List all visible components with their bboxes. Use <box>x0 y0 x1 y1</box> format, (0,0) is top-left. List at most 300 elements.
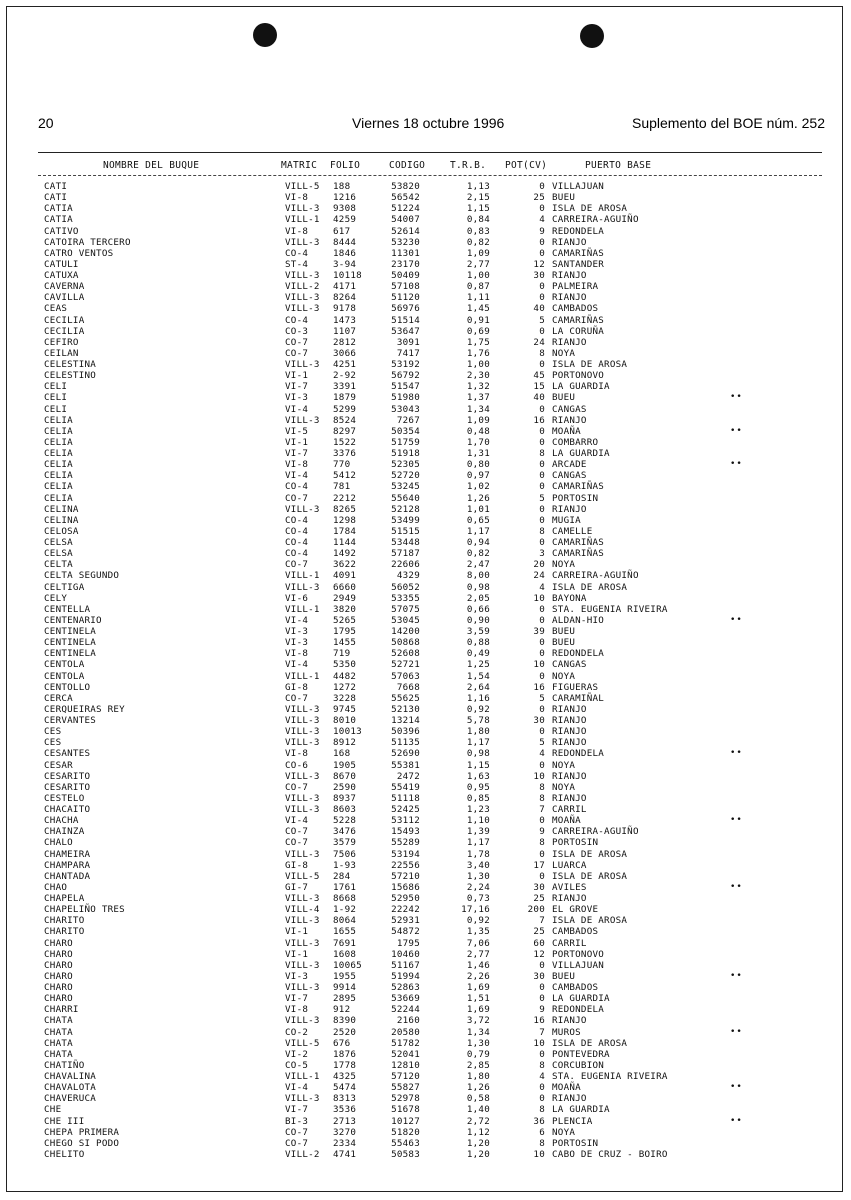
vessel-matric: VILL-3 <box>285 848 320 860</box>
vessel-matric: VI-7 <box>285 381 309 393</box>
vessel-trb: 1,11 <box>466 292 490 304</box>
vessel-folio: 912 <box>333 1004 351 1016</box>
vessel-port: ISLA DE AROSA <box>552 203 628 215</box>
vessel-list <box>0 181 851 1160</box>
vessel-matric: VI-8 <box>285 748 309 760</box>
table-row <box>0 726 851 737</box>
vessel-port: NOYA <box>552 759 576 771</box>
vessel-trb: 1,69 <box>466 982 490 993</box>
vessel-name: CHATA <box>44 1015 73 1027</box>
vessel-folio: 2895 <box>333 993 357 1005</box>
vessel-name: CELSA <box>44 537 73 548</box>
vessel-port: CARREIRA-AGUIÑO <box>552 826 639 838</box>
table-row <box>0 214 851 225</box>
vessel-matric: VILL-2 <box>285 1148 320 1160</box>
vessel-codigo: 50868 <box>391 637 420 649</box>
vessel-folio: 7506 <box>333 848 357 860</box>
vessel-port: ISLA DE AROSA <box>552 1037 628 1049</box>
vessel-codigo: 53448 <box>391 537 420 548</box>
vessel-mark: •• <box>730 392 743 403</box>
vessel-port: RIANJO <box>552 792 587 804</box>
vessel-matric: ST-4 <box>285 258 309 270</box>
vessel-name: CHAPELIÑO TRES <box>44 904 125 916</box>
vessel-port: RIANJO <box>552 236 587 248</box>
vessel-name: CESARITO <box>44 781 91 793</box>
vessel-matric: VI-4 <box>285 815 309 827</box>
vessel-folio: 8524 <box>333 414 357 426</box>
vessel-trb: 1,16 <box>466 692 490 704</box>
vessel-pot: 8 <box>539 837 545 849</box>
table-row <box>0 415 851 426</box>
vessel-trb: 1,01 <box>466 503 490 515</box>
vessel-folio: 781 <box>333 481 351 493</box>
table-row <box>0 1027 851 1038</box>
vessel-trb: 1,75 <box>466 336 490 348</box>
table-row <box>0 270 851 281</box>
vessel-name: CERVANTES <box>44 715 97 726</box>
vessel-folio: 4091 <box>333 570 357 582</box>
vessel-name: CHAVALOTA <box>44 1082 97 1094</box>
table-row <box>0 826 851 837</box>
vessel-folio: 8313 <box>333 1093 357 1105</box>
vessel-folio: 1761 <box>333 881 357 893</box>
vessel-matric: VILL-3 <box>285 503 320 515</box>
vessel-folio: 719 <box>333 648 351 660</box>
vessel-port: FIGUERAS <box>552 681 599 693</box>
vessel-folio: 10013 <box>333 726 362 738</box>
vessel-codigo: 51224 <box>391 203 420 215</box>
vessel-port: MOAÑA <box>552 425 581 437</box>
vessel-trb: 1,63 <box>466 770 490 782</box>
table-row <box>0 1038 851 1049</box>
table-row <box>0 381 851 392</box>
vessel-matric: VI-7 <box>285 1104 309 1116</box>
vessel-trb: 1,17 <box>466 737 490 749</box>
vessel-name: CELI <box>44 403 68 415</box>
vessel-trb: 1,69 <box>466 1004 490 1016</box>
vessel-name: CEFIRO <box>44 336 79 348</box>
vessel-matric: VILL-5 <box>285 181 320 192</box>
table-row <box>0 615 851 626</box>
vessel-folio: 3820 <box>333 603 357 615</box>
vessel-folio: 6660 <box>333 581 357 593</box>
vessel-folio: 10118 <box>333 270 362 281</box>
vessel-folio: 8010 <box>333 715 357 726</box>
vessel-pot: 0 <box>539 236 545 248</box>
vessel-pot: 0 <box>539 247 545 259</box>
vessel-port: CAMBADOS <box>552 982 599 993</box>
vessel-codigo: 51515 <box>391 525 420 537</box>
vessel-matric: GI-8 <box>285 859 309 871</box>
vessel-name: CHELITO <box>44 1148 85 1160</box>
vessel-name: CELIA <box>44 481 73 493</box>
vessel-codigo: 51918 <box>391 448 420 459</box>
vessel-name: CEAS <box>44 303 68 315</box>
vessel-pot: 4 <box>539 748 545 760</box>
vessel-name: CELIA <box>44 414 73 426</box>
vessel-port: VILLAJUAN <box>552 181 605 192</box>
vessel-folio: 3-94 <box>333 258 357 270</box>
column-headers <box>0 160 851 174</box>
vessel-matric: VILL-3 <box>285 804 320 815</box>
vessel-codigo: 52690 <box>391 748 420 760</box>
vessel-folio: 4325 <box>333 1071 357 1082</box>
vessel-name: CELTA <box>44 559 73 571</box>
vessel-port: STA. EUGENIA RIVEIRA <box>552 1071 668 1082</box>
vessel-trb: 1,02 <box>466 481 490 493</box>
vessel-pot: 25 <box>533 893 545 904</box>
vessel-folio: 1-92 <box>333 904 357 916</box>
vessel-trb: 0,92 <box>466 915 490 927</box>
vessel-folio: 8390 <box>333 1015 357 1027</box>
vessel-matric: VILL-3 <box>285 770 320 782</box>
vessel-codigo: 50583 <box>391 1148 420 1160</box>
vessel-trb: 1,20 <box>466 1148 490 1160</box>
vessel-matric: CO-2 <box>285 1026 309 1038</box>
vessel-pot: 8 <box>539 1137 545 1149</box>
vessel-folio: 2-92 <box>333 370 357 382</box>
table-row <box>0 437 851 448</box>
vessel-codigo: 51514 <box>391 314 420 326</box>
vessel-port: CAMELLE <box>552 525 593 537</box>
table-row <box>0 971 851 982</box>
table-row <box>0 359 851 370</box>
vessel-port: CAMARIÑAS <box>552 548 605 560</box>
vessel-folio: 5412 <box>333 470 357 482</box>
vessel-name: CHE III <box>44 1115 85 1127</box>
table-row <box>0 582 851 593</box>
vessel-port: CABO DE CRUZ - BOIRO <box>552 1148 668 1160</box>
vessel-trb: 1,20 <box>466 1137 490 1149</box>
vessel-matric: VI-3 <box>285 970 309 982</box>
punch-hole-right <box>580 24 604 48</box>
vessel-pot: 8 <box>539 1059 545 1071</box>
vessel-pot: 4 <box>539 214 545 226</box>
table-row <box>0 1149 851 1160</box>
vessel-trb: 1,00 <box>466 270 490 281</box>
vessel-codigo: 7417 <box>396 347 420 359</box>
vessel-port: ARCADE <box>552 459 587 471</box>
vessel-name: CHARITO <box>44 926 85 938</box>
vessel-folio: 9178 <box>333 303 357 315</box>
table-row <box>0 593 851 604</box>
vessel-port: CARRIL <box>552 804 587 815</box>
vessel-matric: VI-8 <box>285 1004 309 1016</box>
vessel-pot: 10 <box>533 659 545 671</box>
vessel-name: CHAVERUCA <box>44 1093 97 1105</box>
vessel-codigo: 55419 <box>391 781 420 793</box>
vessel-folio: 1522 <box>333 436 357 448</box>
vessel-codigo: 54872 <box>391 926 420 938</box>
vessel-pot: 30 <box>533 270 545 281</box>
vessel-port: CAMARIÑAS <box>552 537 605 548</box>
vessel-codigo: 51547 <box>391 381 420 393</box>
vessel-folio: 1473 <box>333 314 357 326</box>
vessel-matric: CO-6 <box>285 759 309 771</box>
vessel-folio: 5299 <box>333 403 357 415</box>
vessel-codigo: 7668 <box>396 681 420 693</box>
vessel-pot: 0 <box>539 759 545 771</box>
vessel-pot: 0 <box>539 648 545 660</box>
vessel-codigo: 57075 <box>391 603 420 615</box>
vessel-matric: VILL-3 <box>285 581 320 593</box>
vessel-pot: 5 <box>539 314 545 326</box>
vessel-matric: VI-1 <box>285 948 309 960</box>
vessel-trb: 0,98 <box>466 581 490 593</box>
vessel-trb: 1,32 <box>466 381 490 393</box>
table-row <box>0 1004 851 1015</box>
vessel-codigo: 23170 <box>391 258 420 270</box>
vessel-name: CENTOLA <box>44 659 85 671</box>
vessel-folio: 3391 <box>333 381 357 393</box>
vessel-pot: 0 <box>539 537 545 548</box>
vessel-port: CORCUBION <box>552 1059 605 1071</box>
vessel-matric: VI-1 <box>285 926 309 938</box>
vessel-pot: 16 <box>533 1015 545 1027</box>
vessel-name: CHAO <box>44 881 68 893</box>
vessel-pot: 40 <box>533 392 545 404</box>
vessel-matric: VILL-1 <box>285 603 320 615</box>
vessel-folio: 617 <box>333 225 351 237</box>
vessel-matric: GI-8 <box>285 681 309 693</box>
table-row <box>0 849 851 860</box>
vessel-matric: CO-7 <box>285 692 309 704</box>
vessel-pot: 5 <box>539 737 545 749</box>
vessel-folio: 4259 <box>333 214 357 226</box>
column-header-pot: POT(CV) <box>505 160 548 171</box>
vessel-folio: 3622 <box>333 559 357 571</box>
vessel-name: CELINA <box>44 503 79 515</box>
vessel-port: NOYA <box>552 781 576 793</box>
vessel-port: VILLAJUAN <box>552 959 605 971</box>
vessel-pot: 30 <box>533 715 545 726</box>
vessel-codigo: 51980 <box>391 392 420 404</box>
vessel-trb: 2,77 <box>466 258 490 270</box>
column-header-matric: MATRIC <box>281 160 318 171</box>
vessel-matric: VILL-3 <box>285 959 320 971</box>
vessel-pot: 8 <box>539 1104 545 1116</box>
vessel-name: CHAINZA <box>44 826 85 838</box>
vessel-mark: •• <box>730 459 743 470</box>
vessel-name: CELI <box>44 381 68 393</box>
column-header-folio: FOLIO <box>330 160 361 171</box>
vessel-codigo: 55289 <box>391 837 420 849</box>
vessel-codigo: 11301 <box>391 247 420 259</box>
vessel-trb: 0,65 <box>466 514 490 526</box>
vessel-pot: 15 <box>533 381 545 393</box>
vessel-trb: 0,90 <box>466 614 490 626</box>
table-row <box>0 893 851 904</box>
vessel-matric: VI-8 <box>285 459 309 471</box>
table-row <box>0 938 851 949</box>
vessel-codigo: 51120 <box>391 292 420 304</box>
vessel-trb: 2,72 <box>466 1115 490 1127</box>
vessel-folio: 770 <box>333 459 351 471</box>
vessel-matric: VILL-3 <box>285 303 320 315</box>
vessel-mark: •• <box>730 1082 743 1093</box>
vessel-port: RIANJO <box>552 1093 587 1105</box>
vessel-name: CELTIGA <box>44 581 85 593</box>
vessel-pot: 4 <box>539 1071 545 1082</box>
vessel-name: CATIVO <box>44 225 79 237</box>
vessel-pot: 0 <box>539 503 545 515</box>
vessel-name: CHARO <box>44 937 73 949</box>
vessel-folio: 9745 <box>333 703 357 715</box>
vessel-codigo: 51167 <box>391 959 420 971</box>
table-row <box>0 760 851 771</box>
vessel-name: CHATA <box>44 1048 73 1060</box>
vessel-matric: VILL-3 <box>285 203 320 215</box>
vessel-codigo: 10460 <box>391 948 420 960</box>
vessel-matric: CO-7 <box>285 559 309 571</box>
column-header-trb: T.R.B. <box>450 160 487 171</box>
vessel-matric: GI-7 <box>285 881 309 893</box>
vessel-matric: VILL-3 <box>285 236 320 248</box>
vessel-port: LA GUARDIA <box>552 993 610 1005</box>
vessel-name: CELIA <box>44 470 73 482</box>
vessel-port: REDONDELA <box>552 225 605 237</box>
vessel-pot: 0 <box>539 403 545 415</box>
table-row <box>0 226 851 237</box>
vessel-port: RIANJO <box>552 715 587 726</box>
vessel-port: CARAMIÑAL <box>552 692 605 704</box>
vessel-folio: 4171 <box>333 281 357 293</box>
table-row <box>0 771 851 782</box>
vessel-trb: 1,12 <box>466 1126 490 1138</box>
vessel-pot: 0 <box>539 603 545 615</box>
vessel-port: LA CORUÑA <box>552 325 605 337</box>
table-row <box>0 1082 851 1093</box>
vessel-codigo: 55463 <box>391 1137 420 1149</box>
table-row <box>0 815 851 826</box>
vessel-pot: 0 <box>539 281 545 293</box>
vessel-folio: 5350 <box>333 659 357 671</box>
vessel-trb: 0,49 <box>466 648 490 660</box>
vessel-folio: 1905 <box>333 759 357 771</box>
table-row <box>0 370 851 381</box>
vessel-codigo: 51759 <box>391 436 420 448</box>
vessel-port: CANGAS <box>552 470 587 482</box>
vessel-pot: 0 <box>539 203 545 215</box>
vessel-pot: 0 <box>539 637 545 649</box>
table-row <box>0 1015 851 1026</box>
vessel-trb: 1,76 <box>466 347 490 359</box>
vessel-pot: 16 <box>533 414 545 426</box>
vessel-trb: 1,78 <box>466 848 490 860</box>
vessel-port: CAMBADOS <box>552 303 599 315</box>
vessel-name: CHARITO <box>44 915 85 927</box>
table-row <box>0 1049 851 1060</box>
vessel-matric: CO-4 <box>285 514 309 526</box>
vessel-port: REDONDELA <box>552 1004 605 1016</box>
vessel-trb: 1,25 <box>466 659 490 671</box>
vessel-trb: 1,34 <box>466 1026 490 1038</box>
vessel-matric: BI-3 <box>285 1115 309 1127</box>
vessel-port: CAMBADOS <box>552 926 599 938</box>
vessel-trb: 0,73 <box>466 893 490 904</box>
vessel-port: BAYONA <box>552 592 587 604</box>
vessel-codigo: 53043 <box>391 403 420 415</box>
vessel-matric: VILL-3 <box>285 737 320 749</box>
vessel-name: CESAR <box>44 759 73 771</box>
vessel-pot: 0 <box>539 425 545 437</box>
vessel-folio: 1455 <box>333 637 357 649</box>
vessel-trb: 17,16 <box>461 904 490 916</box>
vessel-pot: 5 <box>539 492 545 504</box>
vessel-trb: 1,00 <box>466 359 490 370</box>
vessel-folio: 3228 <box>333 692 357 704</box>
vessel-name: CHARO <box>44 993 73 1005</box>
vessel-codigo: 56976 <box>391 303 420 315</box>
vessel-pot: 12 <box>533 258 545 270</box>
vessel-folio: 1879 <box>333 392 357 404</box>
vessel-trb: 1,35 <box>466 926 490 938</box>
vessel-mark: •• <box>730 1115 743 1126</box>
vessel-codigo: 57187 <box>391 548 420 560</box>
vessel-matric: VI-1 <box>285 436 309 448</box>
vessel-matric: VI-8 <box>285 225 309 237</box>
vessel-trb: 2,64 <box>466 681 490 693</box>
table-row <box>0 804 851 815</box>
table-row <box>0 882 851 893</box>
vessel-pot: 8 <box>539 525 545 537</box>
vessel-trb: 1,23 <box>466 804 490 815</box>
vessel-pot: 0 <box>539 1082 545 1094</box>
vessel-folio: 8264 <box>333 292 357 304</box>
vessel-trb: 1,45 <box>466 303 490 315</box>
table-row <box>0 448 851 459</box>
vessel-folio: 2590 <box>333 781 357 793</box>
vessel-matric: CO-7 <box>285 336 309 348</box>
vessel-trb: 0,87 <box>466 281 490 293</box>
vessel-codigo: 56542 <box>391 192 420 204</box>
page-number: 20 <box>38 115 54 131</box>
table-row <box>0 504 851 515</box>
vessel-folio: 2812 <box>333 336 357 348</box>
vessel-pot: 8 <box>539 347 545 359</box>
vessel-folio: 9308 <box>333 203 357 215</box>
vessel-codigo: 52950 <box>391 893 420 904</box>
vessel-codigo: 52305 <box>391 459 420 471</box>
table-row <box>0 481 851 492</box>
vessel-name: CELY <box>44 592 68 604</box>
vessel-name: CENTOLLO <box>44 681 91 693</box>
vessel-matric: VI-3 <box>285 626 309 637</box>
vessel-trb: 1,54 <box>466 670 490 682</box>
vessel-folio: 8912 <box>333 737 357 749</box>
vessel-port: MUROS <box>552 1026 581 1038</box>
vessel-trb: 2,47 <box>466 559 490 571</box>
vessel-port: AVILES <box>552 881 587 893</box>
vessel-pot: 0 <box>539 359 545 370</box>
vessel-pot: 200 <box>527 904 545 916</box>
table-row <box>0 515 851 526</box>
vessel-codigo: 53194 <box>391 848 420 860</box>
vessel-codigo: 13214 <box>391 715 420 726</box>
vessel-port: CAMARIÑAS <box>552 481 605 493</box>
vessel-name: CHEPA PRIMERA <box>44 1126 120 1138</box>
vessel-port: NOYA <box>552 670 576 682</box>
vessel-port: SANTANDER <box>552 258 605 270</box>
vessel-matric: CO-7 <box>285 837 309 849</box>
vessel-matric: VILL-3 <box>285 726 320 738</box>
vessel-pot: 20 <box>533 559 545 571</box>
vessel-pot: 5 <box>539 692 545 704</box>
vessel-pot: 0 <box>539 703 545 715</box>
vessel-codigo: 2472 <box>396 770 420 782</box>
vessel-trb: 1,09 <box>466 247 490 259</box>
vessel-codigo: 52863 <box>391 982 420 993</box>
